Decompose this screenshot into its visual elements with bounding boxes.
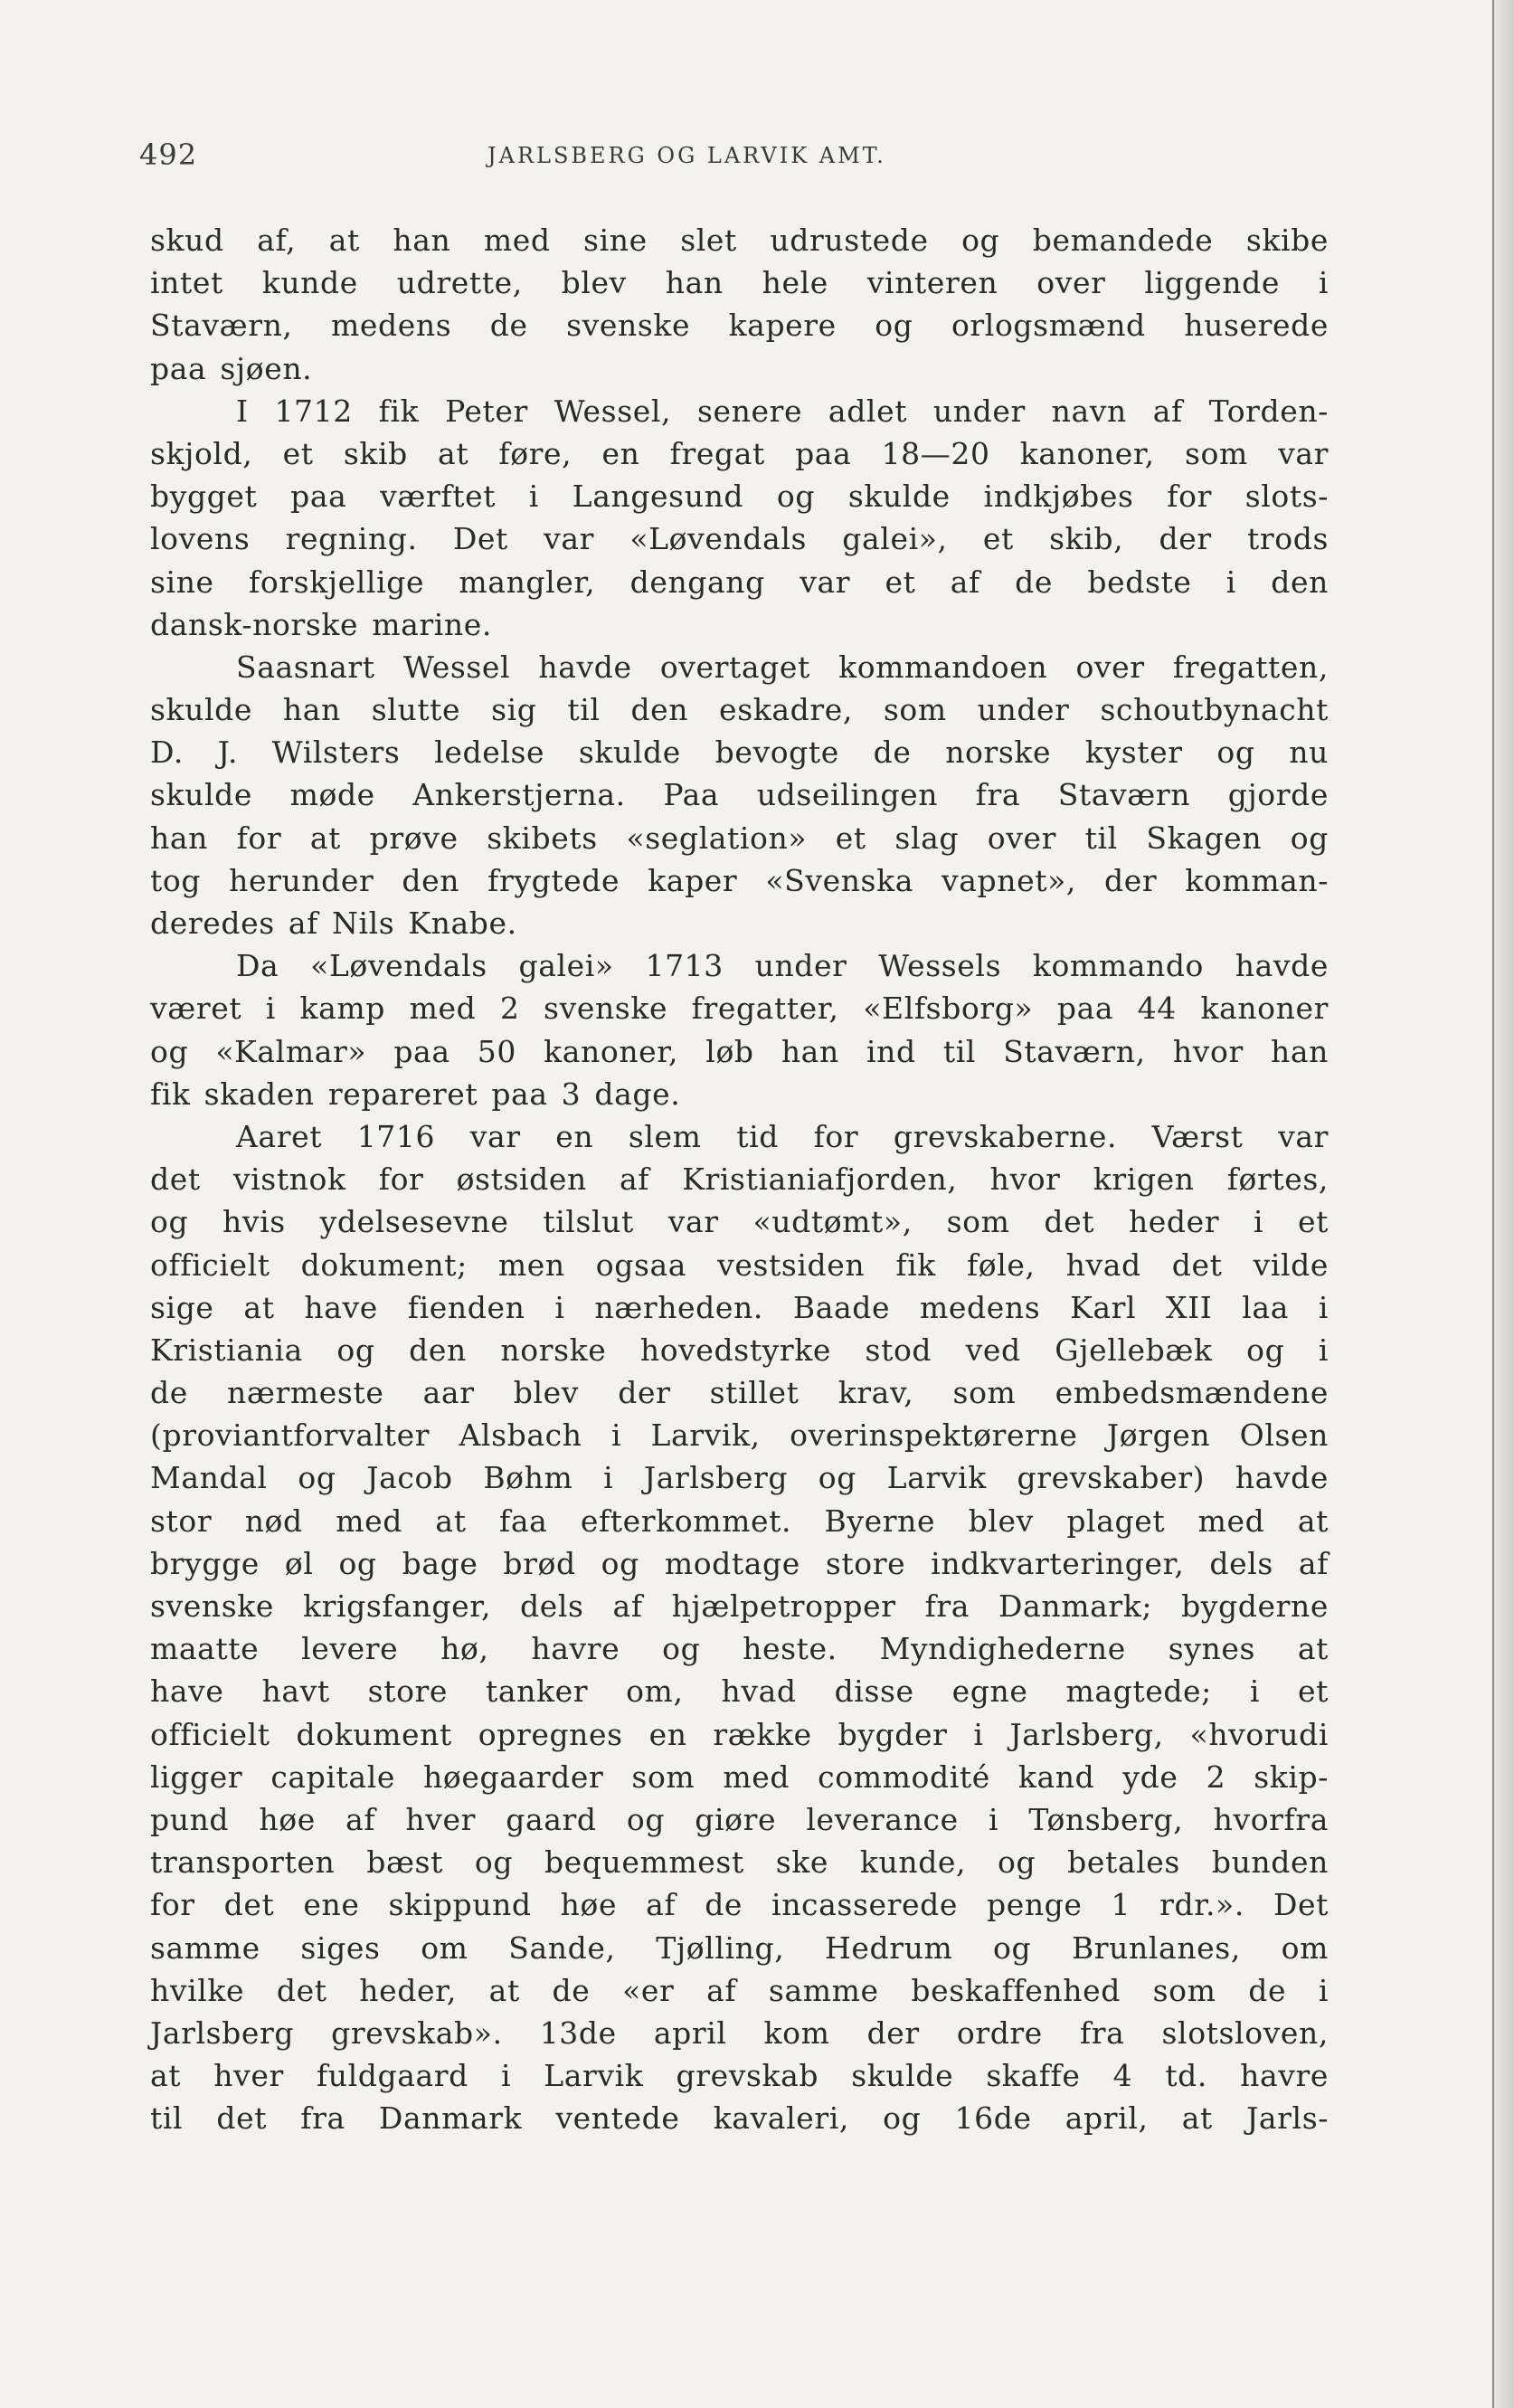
text-line: været i kamp med 2 svenske fregatter, «Elfsborg» paa 44 kanoner <box>150 991 1329 1027</box>
text-line: officielt dokument opregnes en række bygder i Jarlsberg, «hvorudi <box>150 1716 1329 1752</box>
text-line: det vistnok for østsiden af Kristianiafjorden, hvor krigen førtes, <box>150 1161 1329 1198</box>
page-edge <box>1492 0 1514 2408</box>
text-line: Staværn, medens de svenske kapere og orlogsmænd huserede <box>150 308 1329 344</box>
text-line: intet kunde udrette, blev han hele vinteren over liggende i <box>150 265 1329 301</box>
text-line: han for at prøve skibets «seglation» et slag over til Skagen og <box>150 820 1329 856</box>
text-line: I 1712 fik Peter Wessel, senere adlet under navn af Torden- <box>236 393 1329 429</box>
running-head: JARLSBERG OG LARVIK AMT. <box>487 143 886 168</box>
text-line: D. J. Wilsters ledelse skulde bevogte de norske kyster og nu <box>150 735 1329 771</box>
text-line: skud af, at han med sine slet udrustede og bemandede skibe <box>150 223 1329 258</box>
text-line: skjold, et skib at føre, en fregat paa 18—20 kanoner, som var <box>150 435 1329 471</box>
text-line: og «Kalmar» paa 50 kanoner, løb han ind til Staværn, hvor han <box>150 1033 1329 1069</box>
text-line: transporten bæst og bequemmest ske kunde, og betales bunden <box>150 1844 1329 1881</box>
text-line: fik skaden repareret paa 3 dage. <box>150 1076 681 1112</box>
text-line: Jarlsberg grevskab». 13de april kom der ordre fra slotsloven, <box>150 2015 1329 2051</box>
text-line: lovens regning. Det var «Løvendals galei», et skib, der trods <box>150 521 1329 557</box>
text-line: deredes af Nils Knabe. <box>150 905 517 941</box>
text-line: skulde han slutte sig til den eskadre, som under schoutbynacht <box>150 692 1329 728</box>
text-line: stor nød med at faa efterkommet. Byerne blev plaget med at <box>150 1503 1329 1539</box>
text-line: Da «Løvendals galei» 1713 under Wessels kommando havde <box>236 948 1329 984</box>
text-line: brygge øl og bage brød og modtage store indkvarteringer, dels af <box>150 1545 1329 1581</box>
text-line: skulde møde Ankerstjerna. Paa udseilingen fra Staværn gjorde <box>150 777 1329 813</box>
text-line: svenske krigsfanger, dels af hjælpetropper fra Danmark; bygderne <box>150 1588 1329 1624</box>
text-line: have havt store tanker om, hvad disse egne magtede; i et <box>150 1673 1329 1710</box>
text-line: Saasnart Wessel havde overtaget kommandoen over fregatten, <box>236 649 1329 685</box>
text-line: tog herunder den frygtede kaper «Svenska vapnet», der komman- <box>150 862 1329 898</box>
text-line: samme siges om Sande, Tjølling, Hedrum og Brunlanes, om <box>150 1929 1329 1966</box>
text-line: maatte levere hø, havre og heste. Myndighederne synes at <box>150 1631 1329 1667</box>
body-text <box>150 219 1329 2139</box>
text-line: pund høe af hver gaard og giøre leverance i Tønsberg, hvorfra <box>150 1801 1329 1837</box>
text-line: paa sjøen. <box>150 350 313 386</box>
text-line: til det fra Danmark ventede kavaleri, og 16de april, at Jarls- <box>150 2100 1329 2137</box>
text-line: Aaret 1716 var en slem tid for grevskaberne. Værst var <box>236 1118 1329 1154</box>
text-line: de nærmeste aar blev der stillet krav, som embedsmændene <box>150 1375 1329 1411</box>
text-line: (proviantforvalter Alsbach i Larvik, overinspektørerne Jørgen Olsen <box>150 1417 1329 1454</box>
text-line: Mandal og Jacob Bøhm i Jarlsberg og Larvik grevskaber) havde <box>150 1460 1329 1496</box>
text-line: officielt dokument; men ogsaa vestsiden fik føle, hvad det vilde <box>150 1247 1329 1283</box>
text-line: for det ene skippund høe af de incasserede penge 1 rdr.». Det <box>150 1887 1329 1923</box>
text-line: at hver fuldgaard i Larvik grevskab skulde skaffe 4 td. havre <box>150 2058 1329 2094</box>
text-line: hvilke det heder, at de «er af samme beskaffenhed som de i <box>150 1972 1329 2008</box>
page-number: 492 <box>139 137 198 172</box>
text-line: dansk-norske marine. <box>150 606 492 642</box>
text-line: sige at have fienden i nærheden. Baade medens Karl XII laa i <box>150 1289 1329 1325</box>
text-line: bygget paa værftet i Langesund og skulde indkjøbes for slots- <box>150 479 1329 515</box>
text-line: ligger capitale høegaarder som med commodité kand yde 2 skip- <box>150 1759 1329 1795</box>
text-line: og hvis ydelsesevne tilslut var «udtømt», som det heder i et <box>150 1204 1329 1240</box>
text-line: sine forskjellige mangler, dengang var et af de bedste i den <box>150 564 1329 600</box>
text-line: Kristiania og den norske hovedstyrke stod ved Gjellebæk og i <box>150 1332 1329 1368</box>
page-header <box>139 137 1333 192</box>
